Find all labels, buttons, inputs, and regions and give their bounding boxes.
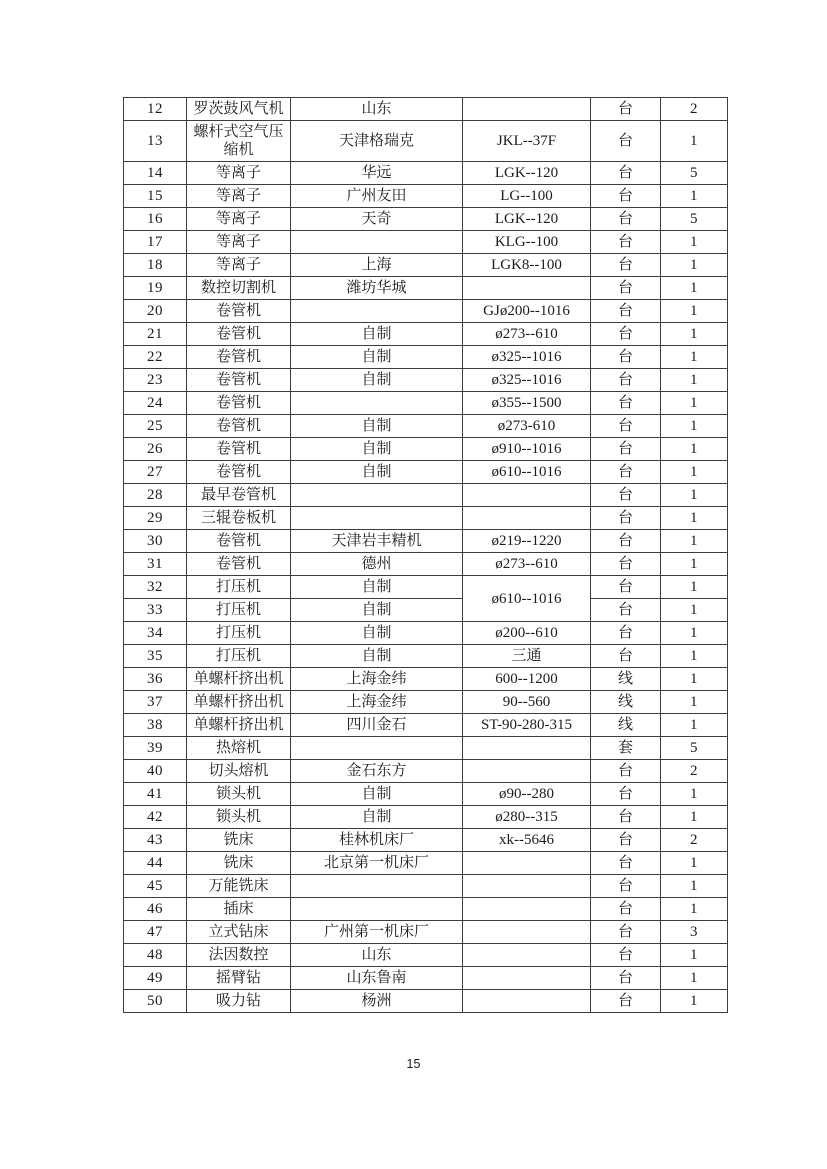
cell-model: JKL--37F <box>463 121 591 162</box>
cell-manufacturer: 自制 <box>291 461 463 484</box>
cell-qty: 1 <box>661 898 728 921</box>
cell-manufacturer: 自制 <box>291 415 463 438</box>
cell-no: 37 <box>124 691 187 714</box>
cell-manufacturer: 山东 <box>291 98 463 121</box>
cell-name: 切头熔机 <box>187 760 291 783</box>
cell-name: 打压机 <box>187 645 291 668</box>
cell-no: 23 <box>124 369 187 392</box>
cell-manufacturer <box>291 392 463 415</box>
cell-unit: 台 <box>591 944 661 967</box>
cell-manufacturer <box>291 300 463 323</box>
cell-name: 打压机 <box>187 622 291 645</box>
cell-unit: 台 <box>591 392 661 415</box>
cell-qty: 5 <box>661 208 728 231</box>
table-row <box>124 622 728 645</box>
cell-no: 40 <box>124 760 187 783</box>
cell-no: 33 <box>124 599 187 622</box>
table-row <box>124 461 728 484</box>
table-row <box>124 162 728 185</box>
cell-model <box>463 944 591 967</box>
cell-qty: 1 <box>661 185 728 208</box>
cell-name: 卷管机 <box>187 323 291 346</box>
cell-name: 三辊卷板机 <box>187 507 291 530</box>
cell-manufacturer: 广州友田 <box>291 185 463 208</box>
cell-manufacturer: 潍坊华城 <box>291 277 463 300</box>
cell-no: 47 <box>124 921 187 944</box>
cell-unit: 台 <box>591 98 661 121</box>
table-row <box>124 323 728 346</box>
cell-manufacturer: 金石东方 <box>291 760 463 783</box>
cell-name: 等离子 <box>187 254 291 277</box>
cell-manufacturer <box>291 231 463 254</box>
cell-qty: 1 <box>661 852 728 875</box>
cell-model: 90--560 <box>463 691 591 714</box>
cell-model: ø273-610 <box>463 415 591 438</box>
cell-name: 螺杆式空气压缩机 <box>187 121 291 162</box>
cell-name: 等离子 <box>187 185 291 208</box>
cell-manufacturer: 上海金纬 <box>291 691 463 714</box>
cell-name: 锁头机 <box>187 783 291 806</box>
cell-qty: 1 <box>661 576 728 599</box>
equipment-table <box>123 97 728 1013</box>
table-row <box>124 875 728 898</box>
table-row <box>124 121 728 162</box>
cell-no: 28 <box>124 484 187 507</box>
cell-unit: 台 <box>591 530 661 553</box>
table-row <box>124 737 728 760</box>
cell-no: 48 <box>124 944 187 967</box>
cell-manufacturer: 自制 <box>291 369 463 392</box>
cell-qty: 1 <box>661 346 728 369</box>
cell-qty: 1 <box>661 121 728 162</box>
table-row <box>124 369 728 392</box>
cell-model <box>463 484 591 507</box>
cell-no: 20 <box>124 300 187 323</box>
table-row <box>124 415 728 438</box>
cell-name: 插床 <box>187 898 291 921</box>
table-row <box>124 576 728 599</box>
cell-manufacturer: 上海 <box>291 254 463 277</box>
cell-no: 27 <box>124 461 187 484</box>
cell-name: 万能铣床 <box>187 875 291 898</box>
cell-qty: 1 <box>661 806 728 829</box>
cell-model: LGK--120 <box>463 208 591 231</box>
cell-name: 立式钻床 <box>187 921 291 944</box>
cell-model <box>463 760 591 783</box>
cell-no: 16 <box>124 208 187 231</box>
cell-model <box>463 98 591 121</box>
cell-qty: 2 <box>661 829 728 852</box>
table-row <box>124 944 728 967</box>
cell-manufacturer: 自制 <box>291 645 463 668</box>
table-row <box>124 208 728 231</box>
cell-model: ø355--1500 <box>463 392 591 415</box>
cell-name: 打压机 <box>187 576 291 599</box>
cell-qty: 3 <box>661 921 728 944</box>
cell-name: 打压机 <box>187 599 291 622</box>
cell-name: 卷管机 <box>187 461 291 484</box>
table-row <box>124 898 728 921</box>
cell-no: 13 <box>124 121 187 162</box>
cell-qty: 1 <box>661 254 728 277</box>
cell-qty: 1 <box>661 461 728 484</box>
cell-no: 12 <box>124 98 187 121</box>
table-row <box>124 438 728 461</box>
cell-manufacturer: 自制 <box>291 806 463 829</box>
cell-no: 29 <box>124 507 187 530</box>
cell-manufacturer <box>291 737 463 760</box>
cell-manufacturer: 四川金石 <box>291 714 463 737</box>
cell-no: 21 <box>124 323 187 346</box>
cell-qty: 1 <box>661 323 728 346</box>
cell-unit: 台 <box>591 576 661 599</box>
cell-name: 数控切割机 <box>187 277 291 300</box>
cell-qty: 1 <box>661 484 728 507</box>
cell-model: LGK--120 <box>463 162 591 185</box>
cell-no: 36 <box>124 668 187 691</box>
cell-manufacturer: 桂林机床厂 <box>291 829 463 852</box>
cell-no: 43 <box>124 829 187 852</box>
cell-unit: 台 <box>591 553 661 576</box>
table-row <box>124 553 728 576</box>
cell-model: ø200--610 <box>463 622 591 645</box>
cell-unit: 台 <box>591 783 661 806</box>
cell-no: 35 <box>124 645 187 668</box>
cell-manufacturer: 自制 <box>291 438 463 461</box>
cell-manufacturer: 自制 <box>291 323 463 346</box>
cell-manufacturer: 山东鲁南 <box>291 967 463 990</box>
cell-name: 卷管机 <box>187 346 291 369</box>
cell-unit: 台 <box>591 277 661 300</box>
table-row <box>124 277 728 300</box>
table-row <box>124 829 728 852</box>
cell-no: 14 <box>124 162 187 185</box>
cell-no: 22 <box>124 346 187 369</box>
cell-name: 卷管机 <box>187 300 291 323</box>
cell-qty: 1 <box>661 507 728 530</box>
cell-unit: 台 <box>591 185 661 208</box>
cell-manufacturer <box>291 875 463 898</box>
cell-manufacturer: 自制 <box>291 622 463 645</box>
cell-name: 单螺杆挤出机 <box>187 691 291 714</box>
cell-unit: 台 <box>591 760 661 783</box>
cell-name: 卷管机 <box>187 392 291 415</box>
table-row <box>124 783 728 806</box>
cell-no: 39 <box>124 737 187 760</box>
cell-manufacturer <box>291 898 463 921</box>
cell-model <box>463 921 591 944</box>
cell-model: 600--1200 <box>463 668 591 691</box>
cell-model: ø219--1220 <box>463 530 591 553</box>
table-row <box>124 530 728 553</box>
table-row <box>124 691 728 714</box>
table-row <box>124 599 728 622</box>
cell-name: 热熔机 <box>187 737 291 760</box>
cell-model <box>463 507 591 530</box>
cell-model: ø610--1016 <box>463 461 591 484</box>
cell-unit: 台 <box>591 415 661 438</box>
cell-manufacturer: 自制 <box>291 346 463 369</box>
table-row <box>124 484 728 507</box>
cell-unit: 台 <box>591 829 661 852</box>
cell-model <box>463 737 591 760</box>
cell-name: 卷管机 <box>187 553 291 576</box>
cell-model: ø325--1016 <box>463 346 591 369</box>
table-row <box>124 852 728 875</box>
cell-unit: 台 <box>591 967 661 990</box>
cell-unit: 台 <box>591 599 661 622</box>
cell-manufacturer: 天津格瑞克 <box>291 121 463 162</box>
cell-unit: 台 <box>591 622 661 645</box>
cell-unit: 台 <box>591 254 661 277</box>
cell-name: 铣床 <box>187 852 291 875</box>
cell-name: 铣床 <box>187 829 291 852</box>
cell-manufacturer: 天津岩丰精机 <box>291 530 463 553</box>
cell-unit: 台 <box>591 921 661 944</box>
cell-model: ø273--610 <box>463 553 591 576</box>
cell-model: ø273--610 <box>463 323 591 346</box>
cell-model <box>463 967 591 990</box>
cell-unit: 套 <box>591 737 661 760</box>
cell-qty: 1 <box>661 668 728 691</box>
cell-no: 18 <box>124 254 187 277</box>
cell-model: ø910--1016 <box>463 438 591 461</box>
cell-model <box>463 875 591 898</box>
cell-unit: 线 <box>591 714 661 737</box>
cell-name: 锁头机 <box>187 806 291 829</box>
cell-qty: 5 <box>661 737 728 760</box>
cell-unit: 台 <box>591 208 661 231</box>
cell-name: 等离子 <box>187 231 291 254</box>
cell-qty: 2 <box>661 760 728 783</box>
table-row <box>124 185 728 208</box>
cell-no: 46 <box>124 898 187 921</box>
cell-manufacturer: 天奇 <box>291 208 463 231</box>
cell-qty: 1 <box>661 990 728 1013</box>
cell-qty: 1 <box>661 944 728 967</box>
cell-no: 44 <box>124 852 187 875</box>
cell-unit: 台 <box>591 645 661 668</box>
cell-unit: 台 <box>591 852 661 875</box>
cell-unit: 台 <box>591 300 661 323</box>
cell-no: 17 <box>124 231 187 254</box>
cell-unit: 台 <box>591 507 661 530</box>
table-row <box>124 760 728 783</box>
cell-unit: 台 <box>591 990 661 1013</box>
cell-manufacturer: 北京第一机床厂 <box>291 852 463 875</box>
cell-qty: 1 <box>661 553 728 576</box>
cell-qty: 1 <box>661 645 728 668</box>
cell-name: 罗茨鼓风气机 <box>187 98 291 121</box>
cell-model <box>463 898 591 921</box>
cell-no: 45 <box>124 875 187 898</box>
table-row <box>124 990 728 1013</box>
cell-no: 38 <box>124 714 187 737</box>
cell-manufacturer: 杨洲 <box>291 990 463 1013</box>
cell-model: ø610--1016 <box>463 576 591 622</box>
cell-no: 31 <box>124 553 187 576</box>
cell-no: 42 <box>124 806 187 829</box>
cell-no: 24 <box>124 392 187 415</box>
table-row <box>124 806 728 829</box>
cell-qty: 5 <box>661 162 728 185</box>
cell-qty: 1 <box>661 691 728 714</box>
cell-model: LGK8--100 <box>463 254 591 277</box>
cell-name: 单螺杆挤出机 <box>187 668 291 691</box>
cell-model: GJø200--1016 <box>463 300 591 323</box>
cell-unit: 台 <box>591 484 661 507</box>
cell-model: ø90--280 <box>463 783 591 806</box>
cell-manufacturer: 上海金纬 <box>291 668 463 691</box>
cell-unit: 台 <box>591 323 661 346</box>
cell-qty: 1 <box>661 530 728 553</box>
table-row <box>124 98 728 121</box>
cell-qty: 1 <box>661 599 728 622</box>
cell-name: 卷管机 <box>187 369 291 392</box>
cell-unit: 台 <box>591 461 661 484</box>
cell-no: 50 <box>124 990 187 1013</box>
cell-unit: 台 <box>591 806 661 829</box>
cell-no: 34 <box>124 622 187 645</box>
table-row <box>124 231 728 254</box>
cell-name: 摇臂钻 <box>187 967 291 990</box>
cell-no: 19 <box>124 277 187 300</box>
cell-unit: 台 <box>591 438 661 461</box>
cell-model <box>463 277 591 300</box>
cell-qty: 1 <box>661 622 728 645</box>
table-row <box>124 254 728 277</box>
cell-manufacturer: 华远 <box>291 162 463 185</box>
cell-qty: 1 <box>661 369 728 392</box>
cell-unit: 台 <box>591 121 661 162</box>
cell-name: 法因数控 <box>187 944 291 967</box>
cell-unit: 线 <box>591 668 661 691</box>
cell-manufacturer: 自制 <box>291 783 463 806</box>
cell-unit: 台 <box>591 875 661 898</box>
cell-qty: 1 <box>661 415 728 438</box>
cell-model: ø325--1016 <box>463 369 591 392</box>
cell-name: 卷管机 <box>187 438 291 461</box>
cell-model <box>463 852 591 875</box>
table-row <box>124 668 728 691</box>
cell-model <box>463 990 591 1013</box>
cell-model: xk--5646 <box>463 829 591 852</box>
table-row <box>124 392 728 415</box>
cell-no: 41 <box>124 783 187 806</box>
cell-no: 15 <box>124 185 187 208</box>
cell-manufacturer: 广州第一机床厂 <box>291 921 463 944</box>
cell-no: 25 <box>124 415 187 438</box>
cell-unit: 线 <box>591 691 661 714</box>
cell-name: 等离子 <box>187 162 291 185</box>
cell-name: 等离子 <box>187 208 291 231</box>
cell-unit: 台 <box>591 369 661 392</box>
cell-unit: 台 <box>591 898 661 921</box>
cell-manufacturer: 自制 <box>291 599 463 622</box>
cell-no: 30 <box>124 530 187 553</box>
cell-unit: 台 <box>591 231 661 254</box>
cell-no: 32 <box>124 576 187 599</box>
cell-no: 26 <box>124 438 187 461</box>
equipment-table-body <box>124 98 728 1013</box>
cell-qty: 1 <box>661 231 728 254</box>
cell-manufacturer <box>291 484 463 507</box>
cell-model: 三通 <box>463 645 591 668</box>
cell-name: 卷管机 <box>187 530 291 553</box>
table-row <box>124 507 728 530</box>
cell-manufacturer: 自制 <box>291 576 463 599</box>
table-row <box>124 346 728 369</box>
cell-model: ST-90-280-315 <box>463 714 591 737</box>
cell-qty: 2 <box>661 98 728 121</box>
cell-model: ø280--315 <box>463 806 591 829</box>
cell-qty: 1 <box>661 875 728 898</box>
cell-no: 49 <box>124 967 187 990</box>
cell-qty: 1 <box>661 714 728 737</box>
table-row <box>124 300 728 323</box>
table-row <box>124 921 728 944</box>
cell-name: 单螺杆挤出机 <box>187 714 291 737</box>
cell-qty: 1 <box>661 277 728 300</box>
cell-unit: 台 <box>591 162 661 185</box>
cell-name: 卷管机 <box>187 415 291 438</box>
cell-qty: 1 <box>661 300 728 323</box>
cell-manufacturer <box>291 507 463 530</box>
cell-model: KLG--100 <box>463 231 591 254</box>
page-number: 15 <box>406 1057 421 1071</box>
table-row <box>124 967 728 990</box>
cell-manufacturer: 德州 <box>291 553 463 576</box>
cell-qty: 1 <box>661 392 728 415</box>
cell-qty: 1 <box>661 783 728 806</box>
cell-qty: 1 <box>661 438 728 461</box>
table-row <box>124 714 728 737</box>
table-row <box>124 645 728 668</box>
cell-manufacturer: 山东 <box>291 944 463 967</box>
cell-name: 最早卷管机 <box>187 484 291 507</box>
cell-name: 吸力钻 <box>187 990 291 1013</box>
cell-model: LG--100 <box>463 185 591 208</box>
cell-qty: 1 <box>661 967 728 990</box>
cell-unit: 台 <box>591 346 661 369</box>
